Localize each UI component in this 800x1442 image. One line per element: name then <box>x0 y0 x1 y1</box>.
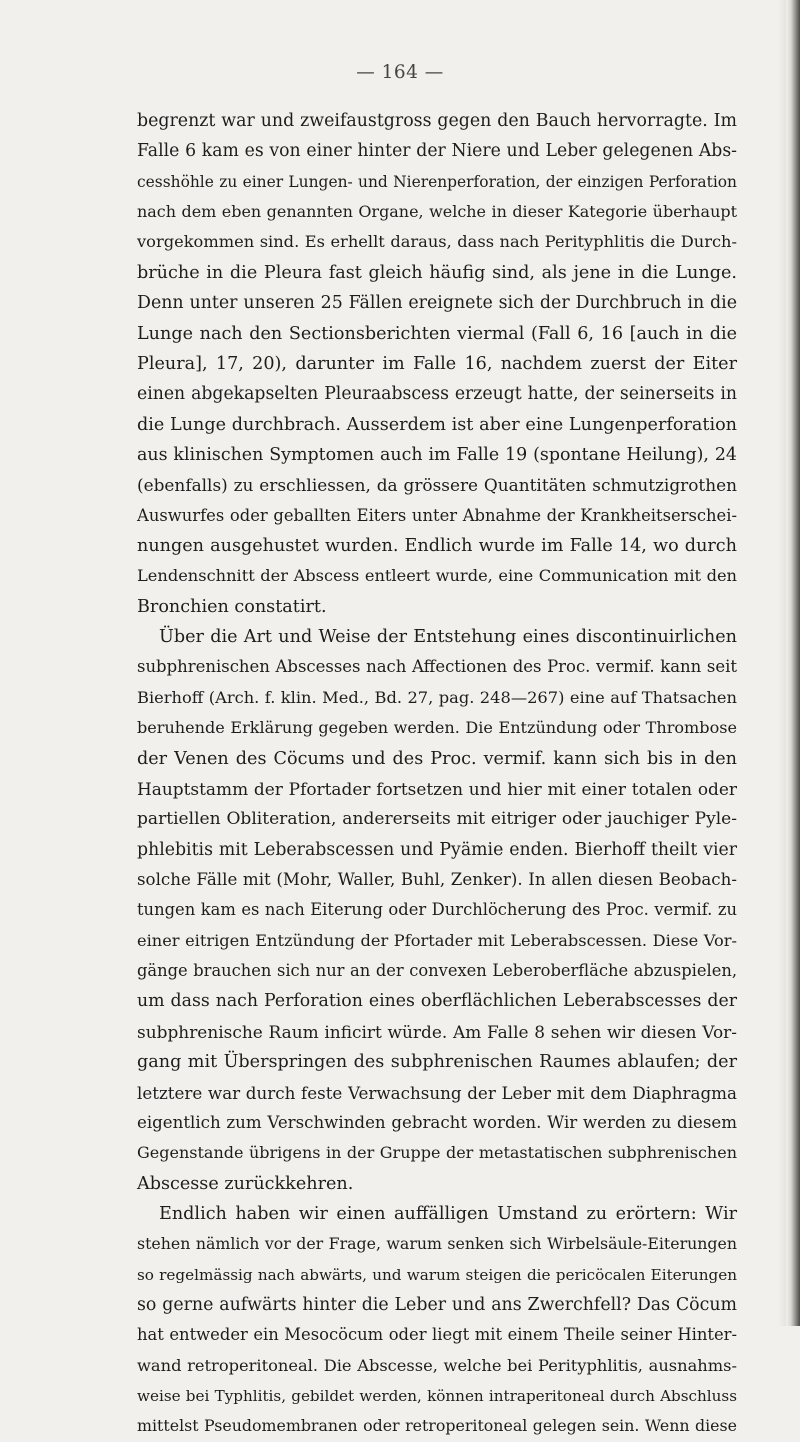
body-text <box>137 106 737 1442</box>
text-line: phlebitis mit Leberabscessen und Pyämie enden. Bierhoff theilt vier <box>137 839 737 860</box>
text-line: stehen nämlich vor der Frage, warum senken sich Wirbelsäule-Eiterungen <box>137 1234 737 1254</box>
text-line: der Venen des Cöcums und des Proc. vermif. kann sich bis in den <box>137 748 737 769</box>
text-line: Lunge nach den Sectionsberichten viermal (Fall 6, 16 [auch in die <box>137 323 737 344</box>
text-line: eigentlich zum Verschwinden gebracht worden. Wir werden zu diesem <box>137 1112 737 1132</box>
text-line: mittelst Pseudomembranen oder retroperitoneal gelegen sein. Wenn diese <box>137 1416 737 1436</box>
text-line: (ebenfalls) zu erschliessen, da grössere Quantitäten schmutzigrothen <box>137 475 737 496</box>
text-line: vorgekommen sind. Es erhellt daraus, dass nach Perityphlitis die Durch- <box>137 232 737 252</box>
book-page-edge <box>786 0 800 1326</box>
text-line: wand retroperitoneal. Die Abscesse, welche bei Perityphlitis, ausnahms- <box>137 1355 737 1375</box>
text-line: Endlich haben wir einen auffälligen Umstand zu erörtern: Wir <box>159 1203 737 1224</box>
text-line: Abscesse zurückkehren. <box>137 1173 354 1194</box>
page-number: — 164 — <box>356 62 444 83</box>
text-line: nungen ausgehustet wurden. Endlich wurde im Falle 14, wo durch <box>137 536 737 557</box>
text-line: einer eitrigen Entzündung der Pfortader mit Leberabscessen. Diese Vor- <box>137 930 737 950</box>
text-line: hat entweder ein Mesocöcum oder liegt mit einem Theile seiner Hinter- <box>137 1325 737 1345</box>
text-line: gänge brauchen sich nur an der convexen Leberoberfläche abzuspielen, <box>137 961 737 981</box>
text-line: Pleura], 17, 20), darunter im Falle 16, nachdem zuerst der Eiter <box>137 353 737 374</box>
text-line: begrenzt war und zweifaustgross gegen den Bauch hervorragte. Im <box>137 111 737 131</box>
text-line: Lendenschnitt der Abscess entleert wurde, eine Communication mit den <box>137 566 737 586</box>
text-line: so regelmässig nach abwärts, und warum steigen die pericöcalen Eiterungen <box>137 1265 737 1284</box>
text-line: Gegenstande übrigens in der Gruppe der metastatischen subphrenischen <box>137 1143 737 1163</box>
text-line: Bierhoff (Arch. f. klin. Med., Bd. 27, pag. 248—267) eine auf Thatsachen <box>137 687 737 707</box>
text-line: Denn unter unseren 25 Fällen ereignete sich der Durchbruch in die <box>137 293 737 314</box>
text-line: beruhende Erklärung gegeben werden. Die Entzündung oder Thrombose <box>137 718 737 738</box>
text-line: weise bei Typhlitis, gebildet werden, können intraperitoneal durch Abschluss <box>137 1387 737 1406</box>
text-line: die Lunge durchbrach. Ausserdem ist aber eine Lungenperforation <box>137 414 737 435</box>
text-line: brüche in die Pleura fast gleich häufig sind, als jene in die Lunge. <box>137 262 737 283</box>
text-line: Hauptstamm der Pfortader fortsetzen und hier mit einer totalen oder <box>137 778 737 799</box>
text-line: Auswurfes oder geballten Eiters unter Abnahme der Krankheitserschei- <box>137 505 737 525</box>
text-line: nach dem eben genannten Organe, welche in dieser Kategorie überhaupt <box>137 202 737 222</box>
page-edge-shadow <box>778 0 786 1326</box>
text-line: so gerne aufwärts hinter die Leber und ans Zwerchfell? Das Cöcum <box>137 1295 737 1316</box>
text-line: subphrenische Raum inficirt würde. Am Falle 8 sehen wir diesen Vor- <box>137 1021 737 1042</box>
text-line: einen abgekapselten Pleuraabscess erzeugt hatte, der seinerseits in <box>137 384 737 405</box>
text-line: cesshöhle zu einer Lungen- und Nierenperforation, der einzigen Perforation <box>137 172 737 191</box>
text-line: subphrenischen Abscesses nach Affectionen des Proc. vermif. kann seit <box>137 657 737 677</box>
text-line: Falle 6 kam es von einer hinter der Niere und Leber gelegenen Abs- <box>137 141 737 162</box>
text-line: Über die Art und Weise der Entstehung eines discontinuirlichen <box>159 627 737 648</box>
text-line: tungen kam es nach Eiterung oder Durchlöcherung des Proc. vermif. zu <box>137 900 737 920</box>
text-line: partiellen Obliteration, andererseits mit eitriger oder jauchiger Pyle- <box>137 809 737 830</box>
text-line: Bronchien constatirt. <box>137 596 327 617</box>
text-line: um dass nach Perforation eines oberflächlichen Leberabscesses der <box>137 991 737 1012</box>
text-line: letztere war durch feste Verwachsung der Leber mit dem Diaphragma <box>137 1082 737 1103</box>
text-line: solche Fälle mit (Mohr, Waller, Buhl, Zenker). In allen diesen Beobach- <box>137 869 737 889</box>
text-line: aus klinischen Symptomen auch im Falle 19 (spontane Heilung), 24 <box>137 444 737 465</box>
text-line: gang mit Überspringen des subphrenischen Raumes ablaufen; der <box>137 1052 737 1073</box>
